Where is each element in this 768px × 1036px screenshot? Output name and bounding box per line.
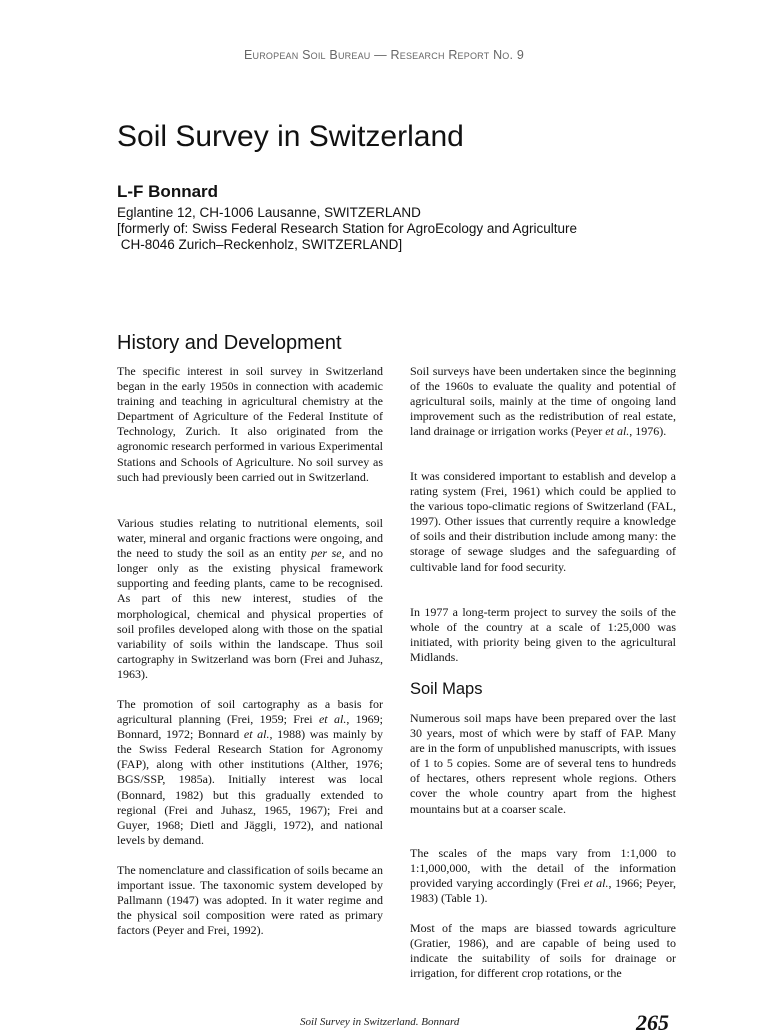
running-footer: Soil Survey in Switzerland. Bonnard xyxy=(300,1016,460,1028)
affiliation-line: CH-8046 Zurich–Reckenholz, SWITZERLAND] xyxy=(117,237,403,252)
paragraph-text: The scales of the maps vary from 1:1,000 to 1:1,000,000, with the detail of the information provided varying accordingly (Frei xyxy=(410,846,676,891)
paragraph-text: , 1976). xyxy=(629,424,667,439)
paragraph: It was considered important to establish and develop a rating system (Frei, 1961) which could be applied to the various topo-climatic regions of Switzerland (FAL, 1997). Other issues that currently require a knowledge of soils and their distribution include among many: the storage of sewage sludges and the safeguarding of cultivable land for food security. xyxy=(410,469,676,574)
paragraph xyxy=(410,364,676,439)
paragraph-text: Various studies relating to nutritional elements, soil water, mineral and organic fractions were ongoing, and the need to study the soil as an entity xyxy=(117,516,383,561)
section-heading-soil-maps: Soil Maps xyxy=(410,680,483,698)
paragraph-text: and no longer only as the existing physical framework supporting and feeding plants, came to be recognised. As part of this new interest, studies of the morphological, chemical and physical properties of soil profiles developed along with those on the spatial variability of soils within the landscape. Thus soil cartography in Switzerland was born (Frei and Juhasz, 1963). xyxy=(117,546,383,681)
author-name: L-F Bonnard xyxy=(117,182,219,201)
paragraph-text: , 1969; Bonnard, 1972; Bonnard xyxy=(117,712,383,742)
running-header: European Soil Bureau — Research Report No. 9 xyxy=(244,48,524,62)
emphasis: et al. xyxy=(583,876,609,891)
page-number: 265 xyxy=(636,1010,669,1035)
paragraph: In 1977 a long-term project to survey the soils of the whole of the country at a scale of 1:25,000 was initiated, with priority being given to the agricultural Midlands. xyxy=(410,605,676,665)
paragraph: The specific interest in soil survey in Switzerland began in the early 1950s in connection with academic training and teaching in agricultural chemistry at the Department of Agriculture of the Federal Institute of Technology, Zurich. It also originated from the agronomic research performed in various Experimental Stations and Schools of Agriculture. No soil survey as such had previously been carried out in Switzerland. xyxy=(117,364,383,484)
paragraph-text: , 1966; Peyer, 1983) (Table 1). xyxy=(410,876,677,906)
paper-title: Soil Survey in Switzerland xyxy=(117,120,464,153)
affiliation-line: [formerly of: Swiss Federal Research Station for AgroEcology and Agriculture xyxy=(117,221,577,236)
paragraph-text: The promotion of soil cartography as a basis for agricultural planning (Frei, 1959; Frei xyxy=(117,697,383,727)
emphasis: et al. xyxy=(243,727,270,742)
paragraph: Most of the maps are biassed towards agriculture (Gratier, 1986), and are capable of being used to indicate the suitability of soils for drainage or irrigation, for different crop rotations, or the xyxy=(410,921,676,981)
paragraph: The nomenclature and classification of soils became an important issue. The taxonomic system developed by Pallmann (1947) was adopted. In it water regime and the physical soil composition were rated as primary factors (Peyer and Frei, 1992). xyxy=(117,863,383,938)
paragraph xyxy=(410,846,676,906)
paragraph-text: , 1988) was mainly by the Swiss Federal Research Station for Agronomy (FAP), along with other institutions (Alther, 1976; BGS/SSP, 1985a). Initially interest was local (Bonnard, 1982) but this gradually extended to regional (Frei and Juhasz, 1965, 1967); Frei and Guyer, 1968; Dietl and Jäggli, 1972), and national levels by demand. xyxy=(117,727,383,847)
paragraph-text: Soil surveys have been undertaken since the beginning of the 1960s to evaluate the quality and potential of agricultural soils, mainly at the time of ongoing land improvement such as the redistribution of real estate, land drainage or irrigation works (Peyer xyxy=(410,364,676,439)
author-affiliation xyxy=(117,205,577,253)
paragraph xyxy=(117,516,383,682)
section-heading-history: History and Development xyxy=(117,332,342,354)
paragraph xyxy=(117,697,383,848)
emphasis: et al. xyxy=(318,712,347,727)
affiliation-line: Eglantine 12, CH-1006 Lausanne, SWITZERLAND xyxy=(117,205,421,220)
emphasis: per se, xyxy=(311,546,345,561)
emphasis: et al. xyxy=(605,424,630,439)
paragraph: Numerous soil maps have been prepared over the last 30 years, most of which were by staff of FAP. Many are in the form of unpublished manuscripts, with issues of 1 to 5 copies. Some are of several tens to hundreds of hectares, others represent whole regions. Others cover the whole country apart from the highest mountains but at a coarser scale. xyxy=(410,711,676,816)
